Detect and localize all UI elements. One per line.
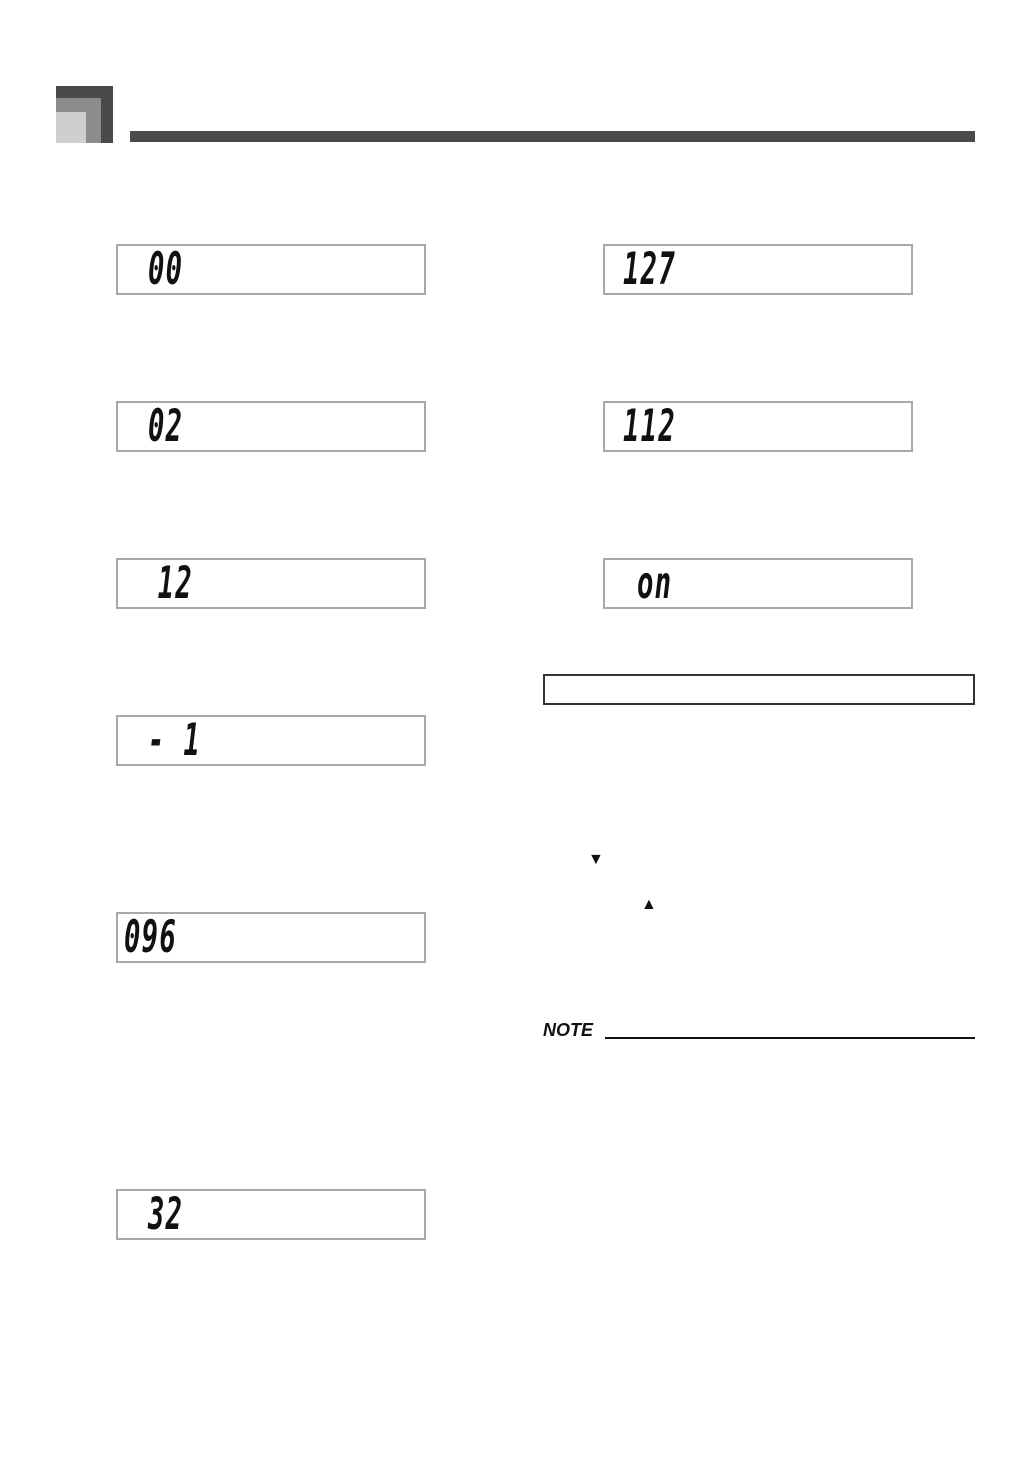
lcd-display	[116, 244, 426, 295]
lcd-value: 127	[623, 244, 677, 295]
lcd-value: 096	[124, 912, 178, 963]
lcd-value: - 1	[148, 715, 202, 766]
lcd-display	[603, 558, 913, 609]
info-box	[543, 674, 975, 705]
lcd-display	[116, 1189, 426, 1240]
up-arrow-icon: ▲	[641, 896, 657, 913]
lcd-display	[116, 912, 426, 963]
lcd-display	[116, 558, 426, 609]
lcd-value: 00	[148, 244, 184, 295]
lcd-value: 32	[148, 1189, 184, 1240]
lcd-display	[603, 244, 913, 295]
lcd-display	[603, 401, 913, 452]
lcd-value: on	[637, 558, 673, 609]
corner-mark-light	[56, 112, 86, 143]
note-heading: NOTE	[543, 1020, 594, 1040]
lcd-display	[116, 715, 426, 766]
down-arrow-icon: ▼	[588, 851, 604, 868]
note-rule	[605, 1037, 975, 1039]
lcd-value: 12	[140, 558, 194, 609]
lcd-display	[116, 401, 426, 452]
lcd-value: 02	[148, 401, 184, 452]
header-rule	[130, 131, 975, 142]
lcd-value: 112	[623, 401, 677, 452]
